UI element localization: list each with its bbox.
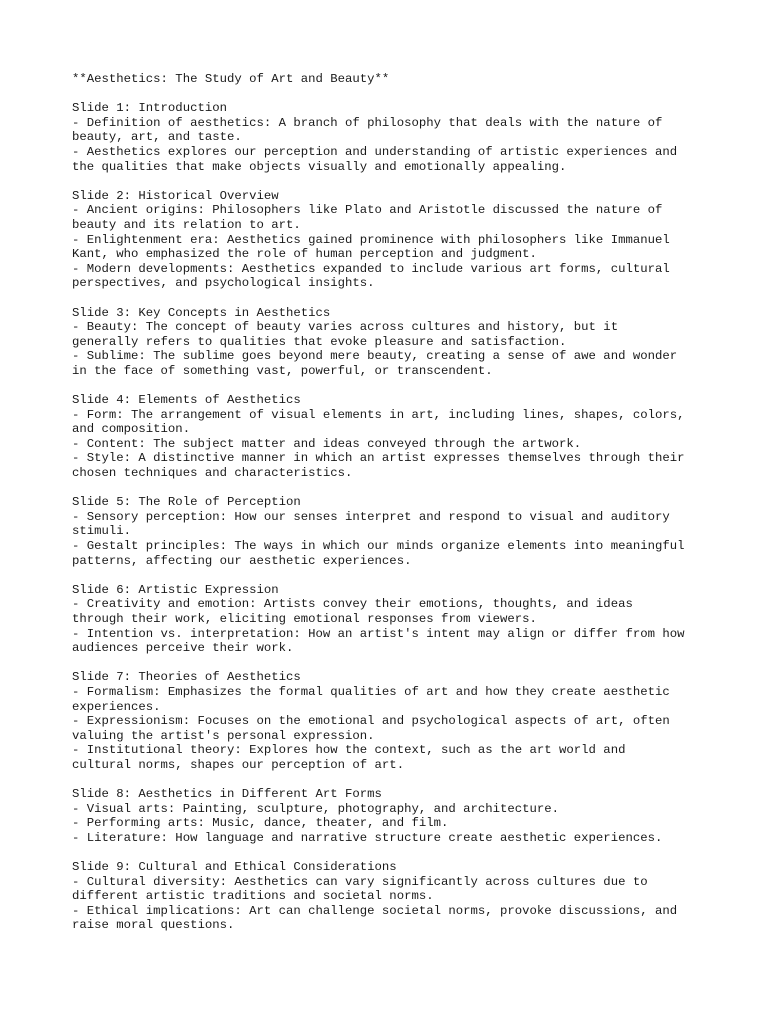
section-spacer bbox=[72, 174, 712, 189]
slide-text-line: patterns, affecting our aesthetic experiences. bbox=[72, 553, 412, 568]
title-spacer bbox=[72, 87, 712, 102]
slide-heading: Slide 6: Artistic Expression bbox=[72, 582, 279, 597]
slide-text-line: - Gestalt principles: The ways in which our minds organize elements into meaningful bbox=[72, 539, 685, 553]
slide-heading: Slide 3: Key Concepts in Aesthetics bbox=[72, 305, 331, 320]
slide-heading: Slide 5: The Role of Perception bbox=[72, 495, 301, 510]
slide-heading: Slide 7: Theories of Aesthetics bbox=[72, 670, 301, 685]
slide-text-line: - Performing arts: Music, dance, theater, and film. bbox=[72, 816, 449, 831]
slide-text-line: - Modern developments: Aesthetics expanded to include various art forms, cultural bbox=[72, 261, 670, 276]
slide-section bbox=[72, 583, 712, 656]
slide-text-line: - Sensory perception: How our senses interpret and respond to visual and auditory bbox=[72, 509, 670, 524]
slide-text-line: audiences perceive their work. bbox=[72, 641, 294, 656]
slide-text-line: valuing the artist's personal expression. bbox=[72, 728, 375, 743]
section-spacer bbox=[72, 845, 712, 860]
slide-text-line: in the face of something vast, powerful, or transcendent. bbox=[72, 363, 493, 378]
section-spacer bbox=[72, 568, 712, 583]
slide-text-line: - Expressionism: Focuses on the emotional and psychological aspects of art, often bbox=[72, 714, 670, 729]
slide-text-line: stimuli. bbox=[72, 524, 132, 539]
section-spacer bbox=[72, 291, 712, 306]
slide-text-line: - Beauty: The concept of beauty varies across cultures and history, but it bbox=[72, 320, 619, 335]
slide-text-line: the qualities that make objects visually and emotionally appealing. bbox=[72, 159, 567, 174]
slide-heading: Slide 8: Aesthetics in Different Art Forms bbox=[72, 787, 382, 802]
slide-text-line: generally refers to qualities that evoke pleasure and satisfaction. bbox=[72, 334, 567, 349]
slide-text-line: - Form: The arrangement of visual elements in art, including lines, shapes, colors, bbox=[72, 407, 685, 422]
section-spacer bbox=[72, 481, 712, 496]
slide-text-line: Kant, who emphasized the role of human perception and judgment. bbox=[72, 247, 537, 262]
section-spacer bbox=[72, 773, 712, 788]
slide-text-line: beauty, art, and taste. bbox=[72, 130, 242, 145]
slide-section bbox=[72, 189, 712, 291]
slide-text-line: - Visual arts: Painting, sculpture, photography, and architecture. bbox=[72, 801, 560, 816]
slide-text-line: through their work, eliciting emotional responses from viewers. bbox=[72, 611, 537, 626]
slide-text-line: - Ethical implications: Art can challenge societal norms, provoke discussions, and bbox=[72, 903, 678, 918]
slide-text-line: - Content: The subject matter and ideas conveyed through the artwork. bbox=[72, 436, 582, 451]
slide-text-line: - Enlightenment era: Aesthetics gained prominence with philosophers like Immanuel bbox=[72, 232, 670, 247]
document-body bbox=[72, 72, 712, 933]
slide-heading: Slide 4: Elements of Aesthetics bbox=[72, 393, 301, 408]
slide-section bbox=[72, 787, 712, 845]
slide-sections bbox=[72, 101, 712, 933]
slide-section bbox=[72, 495, 712, 568]
slide-text-line: chosen techniques and characteristics. bbox=[72, 466, 353, 481]
slide-text-line: - Aesthetics explores our perception and understanding of artistic experiences and bbox=[72, 144, 678, 159]
slide-text-line: - Style: A distinctive manner in which an artist expresses themselves through their bbox=[72, 451, 685, 466]
slide-text-line: beauty and its relation to art. bbox=[72, 217, 301, 232]
section-spacer bbox=[72, 656, 712, 671]
slide-text-line: - Formalism: Emphasizes the formal qualities of art and how they create aesthetic bbox=[72, 684, 670, 699]
slide-text-line: cultural norms, shapes our perception of art. bbox=[72, 757, 405, 772]
slide-text-line: experiences. bbox=[72, 699, 161, 714]
slide-section bbox=[72, 393, 712, 481]
slide-text-line: raise moral questions. bbox=[72, 918, 235, 933]
slide-section bbox=[72, 860, 712, 933]
slide-section bbox=[72, 101, 712, 174]
slide-heading: Slide 9: Cultural and Ethical Considerations bbox=[72, 860, 397, 875]
slide-text-line: - Intention vs. interpretation: How an artist's intent may align or differ from how bbox=[72, 626, 685, 641]
slide-heading: Slide 1: Introduction bbox=[72, 101, 227, 116]
slide-text-line: - Ancient origins: Philosophers like Plato and Aristotle discussed the nature of bbox=[72, 203, 663, 218]
slide-text-line: perspectives, and psychological insights. bbox=[72, 276, 375, 291]
section-spacer bbox=[72, 378, 712, 393]
slide-section bbox=[72, 306, 712, 379]
slide-text-line: - Cultural diversity: Aesthetics can vary significantly across cultures due to bbox=[72, 874, 648, 889]
slide-text-line: - Creativity and emotion: Artists convey their emotions, thoughts, and ideas bbox=[72, 597, 633, 612]
slide-text-line: - Institutional theory: Explores how the context, such as the art world and bbox=[72, 743, 626, 758]
document-title: **Aesthetics: The Study of Art and Beauty** bbox=[72, 72, 390, 86]
slide-text-line: - Literature: How language and narrative structure create aesthetic experiences. bbox=[72, 830, 663, 845]
slide-text-line: and composition. bbox=[72, 422, 191, 437]
slide-text-line: - Sublime: The sublime goes beyond mere beauty, creating a sense of awe and wonder bbox=[72, 349, 678, 364]
slide-section bbox=[72, 670, 712, 772]
slide-text-line: - Definition of aesthetics: A branch of philosophy that deals with the nature of bbox=[72, 115, 663, 130]
slide-heading: Slide 2: Historical Overview bbox=[72, 188, 279, 203]
slide-text-line: different artistic traditions and societal norms. bbox=[72, 889, 434, 904]
